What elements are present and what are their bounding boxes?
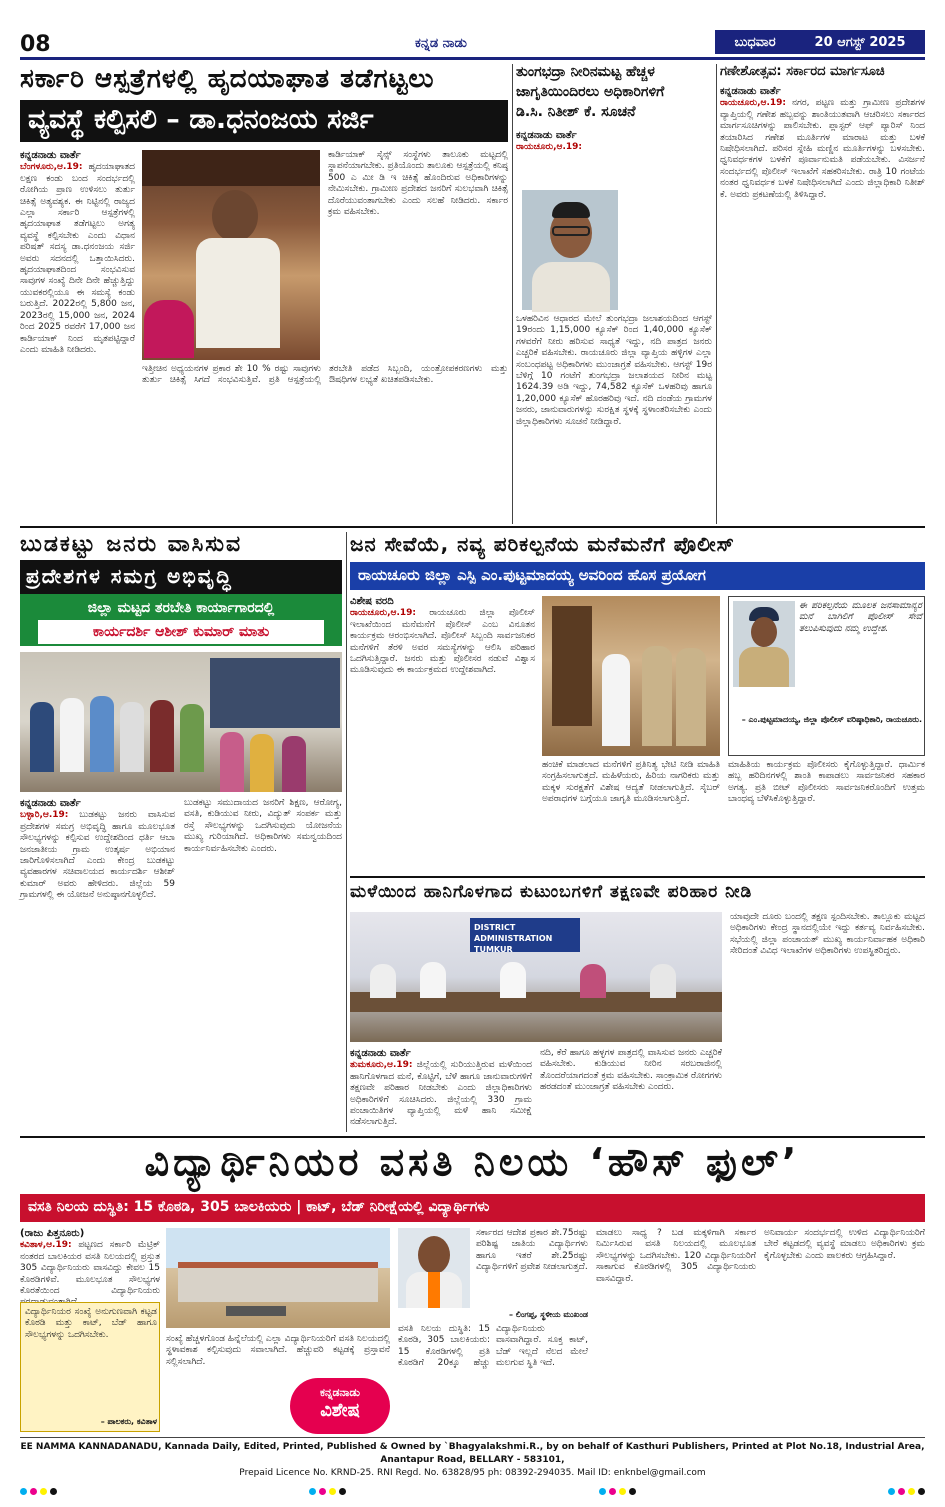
story7-body-1: ಪಟ್ಟಣದ ಸರ್ಕಾರಿ ಮೆಟ್ರಿಕ್ ನಂತರದ ಬಾಲಕಿಯರ ವಸತಿ ನಿಲಯದಲ್ಲಿ ಪ್ರಸ್ತುತ 305 ವಿದ್ಯಾರ್ಥಿನಿಯರು ವಾಸವಿದ್ದು ಕೇವಲ 15 ಕೊಠಡಿಗಳಿವೆ. ಮೂಲಭೂತ ಸೌಲಭ್ಯಗಳ ಕೊರತೆಯಿಂದ ವಿದ್ಯಾರ್ಥಿನಿಯರು xyxy=(20,1240,160,1297)
story4-col2 xyxy=(184,798,342,1130)
story1-col2 xyxy=(328,150,508,360)
story4-col1 xyxy=(20,798,175,1130)
story4-body-2: ಬುಡಕಟ್ಟು ಸಮುದಾಯದ ಜನರಿಗೆ ಶಿಕ್ಷಣ, ಆರೋಗ್ಯ, ವಸತಿ, ಕುಡಿಯುವ ನೀರು, ವಿದ್ಯುತ್ ಸಂಪರ್ಕ ಮತ್ತು ರಸ್ತೆ ಸೌಲಭ್ಯಗಳನ್ನು ಒದಗಿಸುವುದು ಯೋಜನೆಯ ಮುಖ್ಯ ಗುರಿಯಾಗಿದೆ. ಅಧಿಕಾರಿಗಳು ಸಮನ್ವಯದಿಂದ ಕಾರ್ಯನಿರ್ವಹಿಸಬೇಕು ಎಂದರು. xyxy=(184,798,342,854)
story2-headline-1: ತುಂಗಭದ್ರಾ ನೀರಿನಮಟ್ಟ ಹೆಚ್ಚಳ xyxy=(516,64,655,80)
story1-byline: ಕನ್ನಡನಾಡು ವಾರ್ತೆ xyxy=(20,150,81,161)
meeting-photo xyxy=(350,912,722,1042)
paper-name: ಕನ್ನಡ ನಾಡು xyxy=(415,36,467,51)
leader-quote-attr: – ಲಿಂಗಪ್ಪ, ಸ್ಥಳೀಯ ಮುಖಂಡ xyxy=(508,1310,588,1319)
story7-col4 xyxy=(398,1324,588,1432)
story5-byline: ವಿಶೇಷ ವರದಿ xyxy=(350,596,394,607)
sp-quote xyxy=(799,601,922,713)
story1-body-1: ಹೃದಯಾಘಾತದ ಲಕ್ಷಣ ಕಂಡು ಬಂದ ಸಂದರ್ಭದಲ್ಲಿ ರೋಗಿಯ ಪ್ರಾಣ ಉಳಿಸಲು ತುರ್ತು ಚಿಕಿತ್ಸೆ ಅತ್ಯವಶ್ಯಕ. ಈ ನಿಟ್ಟಿನಲ್ಲಿ ರಾಜ್ಯದ ಎಲ್ಲಾ ಸರ್ಕಾರಿ ಆಸ್ಪತ್ರೆಗಳಲ್ಲಿ ಹೃದಯಾಘಾತ ತಡೆಗಟ್ಟಲು ಅಗತ್ಯ ವ್ಯವಸ್ಥೆ ಕಲ್ಪಿಸಬೇಕು ಎಂದು ವಿಧಾನ ಪರಿಷತ್ ಸದಸ್ಯ ಡಾ.ಧನಂಜಯ ಸರ್ಜಿ ಅವರು ಸದನದಲ್ಲಿ ಒತ್ತಾಯಿಸಿದರು. ಹೃದಯಾಘಾತದಿಂದ ಸಂಭವಿಸುವ ಸಾವುಗಳ ಸಂಖ್ಯೆ ದಿನೇ ದಿನೇ ಹೆಚ್ಚುತ್ತಿದ್ದು ಯುವಕರಲ್ಲಿಯೂ ಈ ಸಮಸ್ಯೆ ಕಂಡು ಬರುತ್ತಿದೆ. 2022ರಲ್ಲಿ 5,800 ಜನ, 2023ರಲ್ಲಿ 15,000 ಜನ, 2024 ರಿಂದ 2025 ರವರೆಗೆ 17,000 ಜನ ಕಾರ್ಡಿಯಾಕ್ ನಿಂದ ಮೃತಪಟ್ಟಿದ್ದಾರೆ ಎಂದು ಮಾಹಿತಿ ನೀಡಿದರು. xyxy=(20,162,135,355)
registration-marks xyxy=(20,1488,925,1498)
story4-byline: ಕನ್ನಡನಾಡು ವಾರ್ತೆ xyxy=(20,798,81,809)
story2-headline-3: ಡಿ.ಸಿ. ನಿತೀಶ್ ಕೆ. ಸೂಚನೆ xyxy=(516,104,636,120)
badge-line-2: ವಿಶೇಷ xyxy=(320,1400,360,1421)
masthead xyxy=(20,30,925,60)
sp-quote-box xyxy=(728,596,925,756)
story-heart-attack xyxy=(20,64,508,524)
story2-body-text: ಒಳಹರಿವಿನ ಆಧಾರದ ಮೇಲೆ ತುಂಗಭದ್ರಾ ಜಲಾಶಯದಿಂದ ಆಗಸ್ಟ್ 19ರಂದು 1,15,000 ಕ್ಯೂಸೆಕ್ ರಿಂದ 1,40,000 ಕ್ಯೂಸೆಕ್ ಗಳವರೆಗೆ ನೀರು ಹರಿಸುವ ಸಾಧ್ಯತೆ ಇದ್ದು, ನದಿ ಪಾತ್ರದ ಜನರು ಎಚ್ಚರಿಕೆ ವಹಿಸಬೇಕು. ರಾಯಚೂರು ಜಿಲ್ಲಾ ವ್ಯಾಪ್ತಿಯ ಹಳ್ಳಿಗಳ ಎಲ್ಲಾ ಸಂಬಂಧಪಟ್ಟ ಅಧಿಕಾರಿಗಳು ಮುಂಜಾಗ್ರತೆ ವಹಿಸಬೇಕು. ಆಗಸ್ಟ್ 19ರ ಬೆಳಿಗ್ಗೆ 10 ಗಂಟೆಗೆ ತುಂಗಭದ್ರಾ ಜಲಾಶಯದ ನೀರಿನ ಮಟ್ಟ 1624.39 ಅಡಿ ಇದ್ದು, 74,582 ಕ್ಯೂಸೆಕ್ ಒಳಹರಿವು ಹಾಗೂ 1,20,000 ಕ್ಯೂಸೆಕ್ ಹೊರಹರಿವು ಇದೆ. ನದಿ ದಂಡೆಯ ಗ್ರಾಮಗಳ ಜನರು, ಜಾನುವಾರುಗಳನ್ನು ಸುರಕ್ಷಿತ ಸ್ಥಳಕ್ಕೆ ಸ್ಥಳಾಂತರಿಸಬೇಕು ಎಂದು ಜಿಲ್ಲಾಧಿಕಾರಿಗಳು ಸೂಚನೆ ನೀಡಿದ್ದಾರೆ. xyxy=(516,314,712,427)
story5-col3 xyxy=(728,760,925,870)
story3-byline: ಕನ್ನಡನಾಡು ವಾರ್ತೆ xyxy=(720,86,781,97)
story3-body-text: ನಗರ, ಪಟ್ಟಣ ಮತ್ತು ಗ್ರಾಮೀಣ ಪ್ರದೇಶಗಳ ವ್ಯಾಪ್ತಿಯಲ್ಲಿ ಗಣೇಶ ಹಬ್ಬವನ್ನು ಶಾಂತಿಯುತವಾಗಿ ಆಚರಿಸಲು ಸರ್ಕಾರದ ಮಾರ್ಗಸೂಚಿಗಳನ್ನು ಪಾಲಿಸಬೇಕು. ಪ್ಲಾಸ್ಟರ್ ಆಫ್ ಪ್ಯಾರಿಸ್ ನಿಂದ ತಯಾರಿಸಿದ ಗಣೇಶ ಮೂರ್ತಿಗಳ ಮಾರಾಟ ಮತ್ತು ಬಳಕೆ ನಿಷೇಧಿಸಲಾಗಿದೆ. ಪರಿಸರ ಸ್ನೇಹಿ ಮಣ್ಣಿನ ಮೂರ್ತಿಗಳನ್ನು ಬಳಸಬೇಕು. ಧ್ವನಿವರ್ಧಕಗಳ ಬಳಕೆಗೆ ಪೂರ್ವಾನುಮತಿ ಪಡೆಯಬೇಕು. ವಿಸರ್ಜನೆ ಸಂದರ್ಭದಲ್ಲಿ ಪೊಲೀಸ್ ಇಲಾಖೆಗೆ ಸಹಕರಿಸಬೇಕು. ರಾತ್ರಿ 10 ಗಂಟೆಯ ನಂತರ ಧ್ವನಿವರ್ಧಕ ಬಳಕೆ ನಿಷೇಧಿಸಲಾಗಿದೆ ಎಂದು ಜಿಲ್ಲಾಧಿಕಾರಿ ನಿತೀಶ್ ಕೆ. ಅವರು ಪ್ರಕಟಣೆಯಲ್ಲಿ ತಿಳಿಸಿದ್ದಾರೆ. xyxy=(720,98,925,200)
story1-headline-2: ವ್ಯವಸ್ಥೆ ಕಲ್ಪಿಸಲಿ – ಡಾ.ಧನಂಜಯ ಸರ್ಜಿ xyxy=(20,100,508,142)
story6-body-1: ಜಿಲ್ಲೆಯಲ್ಲಿ ಸುರಿಯುತ್ತಿರುವ ಮಳೆಯಿಂದ ಹಾನಿಗೊಳಗಾದ ಮನೆ, ಕೊಟ್ಟಿಗೆ, ಬೆಳೆ ಹಾಗೂ ಜಾನುವಾರುಗಳಿಗೆ ತಕ್ಷಣವೇ ಪರಿಹಾರ ನೀಡಬೇಕು ಎಂದು ಜಿಲ್ಲಾಧಿಕಾರಿಗಳು ಅಧಿಕಾರಿಗಳಿಗೆ ಸೂಚಿಸಿದರು. ಜಿಲ್ಲೆಯಲ್ಲಿ 330 ಗ್ರಾಮ ಪಂಚಾಯಿತಿಗಳ ವ್ಯಾಪ್ತಿಯಲ್ಲಿ ಮಳೆ ಹಾನಿ ಸಮೀಕ್ಷೆ ನಡೆಸಲಾಗುತ್ತಿದೆ. xyxy=(350,1060,532,1128)
police-visit-photo xyxy=(542,596,720,756)
story7-subhead: ವಸತಿ ನಿಲಯ ದುಸ್ಥಿತಿ: 15 ಕೊಠಡಿ, 305 ಬಾಲಕಿಯರು | ಕಾಟ್, ಬೆಡ್ ನಿರೀಕ್ಷೆಯಲ್ಲಿ ವಿದ್ಯಾರ್ಥಿಗಳು xyxy=(20,1194,925,1222)
story5-dateline: ರಾಯಚೂರು,ಆ.19: xyxy=(350,608,416,619)
leader-portrait xyxy=(398,1228,470,1308)
story5-body-1: ರಾಯಚೂರು ಜಿಲ್ಲಾ ಪೊಲೀಸ್ ಇಲಾಖೆಯಿಂದ ಮನೆಮನೆಗೆ ಪೊಲೀಸ್ ಎಂಬ ವಿನೂತನ ಕಾರ್ಯಕ್ರಮ ಆರಂಭಿಸಲಾಗಿದೆ. ಪೊಲೀಸ್ ಸಿಬ್ಬಂದಿ ಸಾರ್ವಜನಿಕರ ಮನೆಗಳಿಗೆ ತೆರಳಿ ಅವರ ಸಮಸ್ಯೆಗಳನ್ನು ಆಲಿಸಿ ಪರಿಹಾರ ಒದಗಿಸುತ್ತಿದ್ದಾರೆ. ಜನರು ಮತ್ತು ಪೊಲೀಸರ ನಡುವೆ ವಿಶ್ವಾಸ ಮೂಡಿಸುವುದು ಈ ಕಾರ್ಯಕ್ರಮದ ಉದ್ದೇಶವಾಗಿದೆ. xyxy=(350,608,535,676)
story1-body-2: ಕಾರ್ಡಿಯಾಕ್ ಸೈನ್ಸ್ ಸಂಸ್ಥೆಗಳು ತಾಲೂಕು ಮಟ್ಟದಲ್ಲಿ ಸ್ಥಾಪನೆಯಾಗಬೇಕು. ಪ್ರತಿಯೊಂದು ತಾಲೂಕು ಆಸ್ಪತ್ರೆಯಲ್ಲಿ ಕನಿಷ್ಠ 500 ಎ ಮೀ ಡಿ ಇ ಚಿಕಿತ್ಸೆ ಹೊಂದಿರುವ ಅಧಿಕಾರಿಗಳನ್ನು ನೇಮಿಸಬೇಕು. ಗ್ರಾಮೀಣ ಪ್ರದೇಶದ ಜನರಿಗೆ ಸುಲಭವಾಗಿ ಚಿಕಿತ್ಸೆ ದೊರೆಯುವಂತಾಗಬೇಕು ಎಂದು ಸಲಹೆ ನೀಡಿದರು. ಸರ್ಕಾರ ಕ್ರಮ ವಹಿಸಬೇಕು. xyxy=(328,150,508,218)
badge-line-1: ಕನ್ನಡನಾಡು xyxy=(319,1386,361,1399)
story5-col1 xyxy=(350,596,535,870)
assembly-photo xyxy=(142,150,320,360)
story2-headline-2: ಜಾಗೃತಿಯಿಂದಿರಲು ಅಧಿಕಾರಿಗಳಿಗೆ xyxy=(516,84,665,100)
kannadanadu-special-badge xyxy=(290,1378,390,1434)
story7-body-6: ಅನಿವಾರ್ಯ ಸಂದರ್ಭದಲ್ಲಿ ಉಳಿದ ವಿದ್ಯಾರ್ಥಿನಿಯರಿಗೆ ಬೇರೆ ಕಟ್ಟಡದಲ್ಲಿ ವ್ಯವಸ್ಥೆ ಮಾಡಲು ಅಧಿಕಾರಿಗಳು ಕ್ರಮ ಕೈಗೊಳ್ಳಬೇಕು ಎಂದು ಪಾಲಕರು ಆಗ್ರಹಿಸಿದ್ದಾರೆ. xyxy=(764,1228,925,1261)
story4-banner-1: ಜಿಲ್ಲಾ ಮಟ್ಟದ ತರಬೇತಿ ಕಾರ್ಯಾಗಾರದಲ್ಲಿ xyxy=(87,600,275,616)
story5-subhead: ರಾಯಚೂರು ಜಿಲ್ಲಾ ಎಸ್ಪಿ ಎಂ.ಪುಟ್ಟಮಾದಯ್ಯ ಅವರಿಂದ ಹೊಸ ಪ್ರಯೋಗ xyxy=(350,562,925,590)
story7-col3 xyxy=(476,1228,588,1308)
story5-body-2: ಹಂಚಿಕೆ ಮಾಡಲಾದ ಮನೆಗಳಿಗೆ ಪ್ರತಿನಿತ್ಯ ಭೇಟಿ ನೀಡಿ ಮಾಹಿತಿ ಸಂಗ್ರಹಿಸಲಾಗುತ್ತದೆ. ಮಹಿಳೆಯರು, ಹಿರಿಯ ನಾಗರಿಕರು ಮತ್ತು ಮಕ್ಕಳ ಸುರಕ್ಷತೆಗೆ ವಿಶೇಷ ಆದ್ಯತೆ ನೀಡಲಾಗುತ್ತಿದೆ. ಸೈಬರ್ ಅಪರಾಧಗಳ ಬಗ್ಗೆಯೂ ಜಾಗೃತಿ ಮೂಡಿಸಲಾಗುತ್ತಿದೆ. xyxy=(542,760,720,805)
story4-headline-1: ಬುಡಕಟ್ಟು ಜನರು ವಾಸಿಸುವ xyxy=(20,532,243,557)
story3-body xyxy=(720,86,925,522)
story6-col2 xyxy=(540,1048,722,1130)
dateline-bar xyxy=(715,30,925,54)
story2-byline: ಕನ್ನಡನಾಡು ವಾರ್ತೆ xyxy=(516,130,577,141)
story7-body-5: ಮಾಡಲು ಸಾಧ್ಯ ? ಬಡ ಮಕ್ಕಳಿಗಾಗಿ ಸರ್ಕಾರ ನಿರ್ಮಿಸಿರುವ ವಸತಿ ನಿಲಯದಲ್ಲಿ ಮೂಲಭೂತ ಸೌಲಭ್ಯಗಳನ್ನು ಒದಗಿಸಬೇಕು. 120 ವಿದ್ಯಾರ್ಥಿನಿಯರಿಗೆ ಸಾಕಾಗುವ ಕೊಠಡಿಗಳಲ್ಲಿ 305 ವಿದ್ಯಾರ್ಥಿನಿಯರು ವಾಸವಿದ್ದಾರೆ. xyxy=(596,1228,756,1284)
story-tungabhadra xyxy=(516,64,712,524)
story6-headline: ಮಳೆಯಿಂದ ಹಾನಿಗೊಳಗಾದ ಕುಟುಂಬಗಳಿಗೆ ತಕ್ಷಣವೇ ಪರಿಹಾರ ನೀಡಿ xyxy=(350,882,753,902)
story4-banner xyxy=(20,594,342,646)
story1-col3 xyxy=(142,364,508,522)
story1-headline-1: ಸರ್ಕಾರಿ ಆಸ್ಪತ್ರೆಗಳಲ್ಲಿ ಹೃದಯಾಘಾತ ತಡೆಗಟ್ಟಲು xyxy=(20,64,435,94)
imprint-line-2: Prepaid Licence No. KRND-25. RNI Regd. No. 63828/95 ph: 08392-294035. Mail ID: enknbel@gmail.com xyxy=(239,1468,706,1478)
parents-quote-attr: – ಪಾಲಕರು, ಕವಿತಾಳ xyxy=(100,1417,157,1426)
dc-portrait xyxy=(522,190,618,310)
story3-dateline: ರಾಯಚೂರು,ಆ.19: xyxy=(720,98,786,109)
story6-byline: ಕನ್ನಡನಾಡು ವಾರ್ತೆ xyxy=(350,1048,411,1059)
story4-banner-2: ಕಾರ್ಯದರ್ಶಿ ಆಶೀಶ್ ಕುಮಾರ್ ಮಾತು xyxy=(38,620,324,644)
page-number: 08 xyxy=(20,32,51,57)
story5-col2 xyxy=(542,760,720,870)
story7-col5 xyxy=(596,1228,756,1432)
story1-dateline: ಬೆಂಗಳೂರು,ಆ.19: xyxy=(20,162,83,173)
story7-col1 xyxy=(20,1228,160,1298)
workshop-photo xyxy=(20,652,342,792)
story-rain-relief xyxy=(350,882,925,1132)
story-hostel-housefull xyxy=(20,1140,925,1434)
story-tribal-development xyxy=(20,532,342,1132)
story6-dateline: ತುಮಕೂರು,ಆ.19: xyxy=(350,1060,413,1071)
story7-headline: ವಿದ್ಯಾರ್ಥಿನಿಯರ ವಸತಿ ನಿಲಯ ‘ಹೌಸ್ ಫುಲ್’ xyxy=(144,1140,801,1184)
parents-quote-text: ವಿದ್ಯಾರ್ಥಿನಿಯರ ಸಂಖ್ಯೆ ಅನುಗುಣವಾಗಿ ಕಟ್ಟಡ ಕೊಠಡಿ ಮತ್ತು ಕಾಟ್, ಬೆಡ್ ಹಾಗೂ ಸೌಲಭ್ಯಗಳನ್ನು ಒದಗಿಸಬೇಕು. xyxy=(25,1307,157,1340)
story4-body-1: ಬುಡಕಟ್ಟು ಜನರು ವಾಸಿಸುವ ಪ್ರದೇಶಗಳ ಸಮಗ್ರ ಅಭಿವೃದ್ಧಿ ಹಾಗೂ ಮೂಲಭೂತ ಸೌಲಭ್ಯಗಳನ್ನು ಕಲ್ಪಿಸುವ ಉದ್ದೇಶದಿಂದ ಧರ್ತಿ ಆಬಾ ಜನಜಾತೀಯ ಗ್ರಾಮ ಉತ್ಕರ್ಷ ಅಭಿಯಾನ ಜಾರಿಗೊಳಿಸಲಾಗಿದೆ ಎಂದು ಕೇಂದ್ರ ಬುಡಕಟ್ಟು ವ್ಯವಹಾರಗಳ ಸಚಿವಾಲಯದ ಕಾರ್ಯದರ್ಶಿ ಆಶೀಶ್ ಕುಮಾರ್ ಅವರು ಹೇಳಿದರು. ಜಿಲ್ಲೆಯ 59 ಗ್ರಾಮಗಳಲ್ಲಿ ಈ ಯೋಜನೆ ಅನುಷ್ಠಾನಗೊಳ್ಳಲಿದೆ. xyxy=(20,810,175,901)
sp-portrait xyxy=(733,601,795,687)
story-police-door-to-door xyxy=(350,532,925,872)
story7-body-2: ಸಂಖ್ಯೆ ಹೆಚ್ಚಳಗೊಂಡ ಹಿನ್ನೆಲೆಯಲ್ಲಿ ಎಲ್ಲಾ ವಿದ್ಯಾರ್ಥಿನಿಯರಿಗೆ ವಸತಿ ನಿಲಯದಲ್ಲಿ ಸ್ಥಳಾವಕಾಶ ಕಲ್ಪಿಸುವುದು ಸವಾಲಾಗಿದೆ. ಹೆಚ್ಚುವರಿ ಕಟ್ಟಡಕ್ಕೆ ಪ್ರಸ್ತಾವನೆ ಸಲ್ಲಿಸಲಾಗಿದೆ. xyxy=(166,1334,390,1367)
story6-col1 xyxy=(350,1048,532,1130)
story2-body xyxy=(516,314,712,522)
story7-byline: (ರಾಜು ಪಿತ್ತನೂರು) xyxy=(20,1228,85,1239)
story5-headline: ಜನ ಸೇವೆಯೆ, ನವ್ಯ ಪರಿಕಲ್ಪನೆಯ ಮನೆಮನೆಗೆ ಪೊಲೀಸ್ xyxy=(350,532,735,556)
sp-quote-attribution: – ಎಂ.ಪುಟ್ಟಮಾದಯ್ಯ, ಜಿಲ್ಲಾ ಪೊಲೀಸ್ ವರಿಷ್ಠಾಧಿಕಾರಿ, ರಾಯಚೂರು. xyxy=(741,715,922,724)
sp-quote-text: ಈ ಪರಿಕಲ್ಪನೆಯ ಮೂಲಕ ಜನಸಾಮಾನ್ಯರ ಮನೆ ಬಾಗಿಲಿಗೆ ಪೊಲೀಸ್ ಸೇವೆ ತಲುಪಿಸುವುದು ನಮ್ಮ ಉದ್ದೇಶ. xyxy=(799,601,922,634)
story1-body-3: ಇತ್ತೀಚಿನ ಅಧ್ಯಯನಗಳ ಪ್ರಕಾರ ಶೇ 10 % ರಷ್ಟು ಸಾವುಗಳು ತುರ್ತು ಚಿಕಿತ್ಸೆ ಸಿಗದೆ ಸಂಭವಿಸುತ್ತಿವೆ. ಪ್ರತಿ ಆಸ್ಪತ್ರೆಯಲ್ಲಿ ತರಬೇತಿ ಪಡೆದ ಸಿಬ್ಬಂದಿ, ಯಂತ್ರೋಪಕರಣಗಳು ಮತ್ತು ಔಷಧಿಗಳ ಲಭ್ಯತೆ ಖಚಿತಪಡಿಸಬೇಕು. xyxy=(142,364,508,386)
day-label: ಬುಧವಾರ xyxy=(734,34,776,50)
story3-headline: ಗಣೇಶೋತ್ಸವ: ಸರ್ಕಾರದ ಮಾರ್ಗಸೂಚಿ xyxy=(720,64,885,79)
story2-dateline: ರಾಯಚೂರು,ಆ.19: xyxy=(516,142,582,153)
story7-col6 xyxy=(764,1228,925,1432)
imprint-line-1: EE NAMMA KANNADANADU, Kannada Daily, Edited, Printed, Published & Owned by `Bhagyalakshmi.R., by on behalf of Kasthuri Publishers, Printed at Plot No.18, Industrial Area, Anantapur Road, BELLARY - 583101, xyxy=(20,1442,925,1465)
story6-body-2: ನದಿ, ಕೆರೆ ಹಾಗೂ ಹಳ್ಳಗಳ ಪಾತ್ರದಲ್ಲಿ ವಾಸಿಸುವ ಜನರು ಎಚ್ಚರಿಕೆ ವಹಿಸಬೇಕು. ಕುಡಿಯುವ ನೀರಿನ ಸರಬರಾಜಿನಲ್ಲಿ ತೊಂದರೆಯಾಗದಂತೆ ಕ್ರಮ ವಹಿಸಬೇಕು. ಸಾಂಕ್ರಾಮಿಕ ರೋಗಗಳು ಹರಡದಂತೆ ಮುಂಜಾಗ್ರತೆ ವಹಿಸಬೇಕು ಎಂದರು. xyxy=(540,1048,722,1093)
tumkur-sign: DISTRICT ADMINISTRATION TUMKUR xyxy=(470,918,580,952)
hostel-photo xyxy=(166,1228,390,1328)
story-ganeshotsava xyxy=(720,64,925,524)
story1-col1 xyxy=(20,150,135,522)
story6-col3 xyxy=(730,912,925,1130)
story6-body-3: ಯಾವುದೇ ದೂರು ಬಂದಲ್ಲಿ ತಕ್ಷಣ ಸ್ಪಂದಿಸಬೇಕು. ತಾಲ್ಲೂಕು ಮಟ್ಟದ ಅಧಿಕಾರಿಗಳು ಕೇಂದ್ರ ಸ್ಥಾನದಲ್ಲಿಯೇ ಇದ್ದು ಕರ್ತವ್ಯ ನಿರ್ವಹಿಸಬೇಕು. ಸಭೆಯಲ್ಲಿ ಜಿಲ್ಲಾ ಪಂಚಾಯತ್ ಮುಖ್ಯ ಕಾರ್ಯನಿರ್ವಾಹಕ ಅಧಿಕಾರಿ ಸೇರಿದಂತೆ ವಿವಿಧ ಇಲಾಖೆಗಳ ಅಧಿಕಾರಿಗಳು ಉಪಸ್ಥಿತರಿದ್ದರು. xyxy=(730,912,925,957)
story7-body-3: ಸರ್ಕಾರದ ಆದೇಶ ಪ್ರಕಾರ ಶೇ.75ರಷ್ಟು ಪರಿಶಿಷ್ಟ ಜಾತಿಯ ವಿದ್ಯಾರ್ಥಿಗಳು ಹಾಗೂ ಇತರೆ ಶೇ.25ರಷ್ಟು ವಿದ್ಯಾರ್ಥಿಗಳಿಗೆ ಪ್ರವೇಶ ನೀಡಲಾಗುತ್ತದೆ. xyxy=(476,1228,588,1273)
story7-dateline: ಕವಿತಾಳ,ಆ.19: xyxy=(20,1240,72,1251)
story5-body-3: ಮಾಹಿತಿಯ ಕಾರ್ಯಕ್ರಮ ಪೊಲೀಸರು ಕೈಗೊಳ್ಳುತ್ತಿದ್ದಾರೆ. ಧಾರ್ಮಿಕ ಹಬ್ಬ ಹರಿದಿನಗಳಲ್ಲಿ ಶಾಂತಿ ಕಾಪಾಡಲು ಸಾರ್ವಜನಿಕರ ಸಹಕಾರ ಅಗತ್ಯ. ಪ್ರತಿ ಬೀಟ್ ಪೊಲೀಸರು ಸಾರ್ವಜನಿಕರೊಂದಿಗೆ ಉತ್ತಮ ಬಾಂಧವ್ಯ ಬೆಳೆಸಿಕೊಳ್ಳುತ್ತಿದ್ದಾರೆ. xyxy=(728,760,925,805)
imprint-footer xyxy=(20,1437,925,1477)
story7-body-4: ವಸತಿ ನಿಲಯ ದುಸ್ಥಿತಿ: 15 ಕೊಠಡಿ, 305 ಬಾಲಕಿಯರು: 15 ಕೊಠಡಿಗಳಲ್ಲಿ ಪ್ರತಿ ಕೊಠಡಿಗೆ 20ಕ್ಕೂ ಹೆಚ್ಚು ವಿದ್ಯಾರ್ಥಿನಿಯರು ವಾಸವಾಗಿದ್ದಾರೆ. ಸೂಕ್ತ ಕಾಟ್, ಬೆಡ್ ಇಲ್ಲದೆ ನೆಲದ ಮೇಲೆ ಮಲಗುವ ಸ್ಥಿತಿ ಇದೆ. xyxy=(398,1324,588,1369)
story4-dateline: ಬಳ್ಳಾರಿ,ಆ.19: xyxy=(20,810,69,821)
story4-headline-2: ಪ್ರದೇಶಗಳ ಸಮಗ್ರ ಅಭಿವೃದ್ಧಿ xyxy=(20,560,342,594)
date-label: 20 ಆಗಸ್ಟ್ 2025 xyxy=(814,34,906,50)
parents-quote-box xyxy=(20,1302,160,1432)
